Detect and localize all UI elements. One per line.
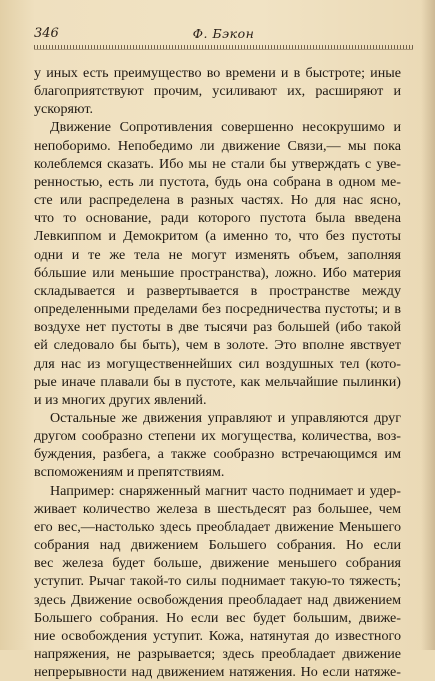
text-line: здесь Движение освобождения преобладает над движением xyxy=(34,591,401,608)
header-rule xyxy=(34,45,413,49)
text-line: вес железа будет больше, движение меньшего собрания xyxy=(34,555,401,572)
text-line: живает количество железа в шестьдесят раз большее, чем xyxy=(34,500,401,517)
text-line: сте или распределена в разных частях. Но для нас ясно, xyxy=(34,192,401,209)
text-line: у иных есть преимущество во времени и в быстроте; иные xyxy=(34,65,401,81)
text-line: Остальные же движения управляют и управляются друг xyxy=(50,409,401,426)
text-line: ускоряют. xyxy=(34,101,93,118)
text-line: что то основание, ради которого пустота была введена xyxy=(34,210,401,227)
page-number: 346 xyxy=(34,26,59,41)
text-line: Большего собрания. Но если вес будет большим, движе- xyxy=(34,609,401,626)
text-line: его вес,—настолько здесь преобладает движение Меньшего xyxy=(34,518,401,535)
text-line: Например: снаряженный магнит часто поднимает и удер- xyxy=(50,482,401,499)
text-line: рые иначе плавали бы в пустоте, как мельчайшие пылинки) xyxy=(34,373,401,390)
text-line: ренностью, есть ли пустота, будь она собрана в одном ме- xyxy=(34,173,401,190)
text-line: вспоможениям и препятствиям. xyxy=(34,464,225,481)
text-line: складывается и развертывается в пространстве между xyxy=(34,282,401,299)
text-line: Движение Сопротивления совершенно несокрушимо и xyxy=(50,119,401,136)
text-line: бóльшие или меньшие пространства), ложно. Ибо материя xyxy=(34,264,401,281)
text-line: ей следовало бы быть), чем в золоте. Это вполне явствует xyxy=(34,337,401,354)
body-text xyxy=(34,64,401,681)
page-edge-shadow xyxy=(421,0,435,650)
text-line: для нас из могущественнейших сил воздушных тел (кото- xyxy=(34,355,401,372)
text-line: одни и те же тела не могут изменять объем, заполняя xyxy=(34,246,401,263)
running-head: Ф. Бэкон xyxy=(192,26,255,41)
text-line: другом сообразно степени их могущества, количества, воз- xyxy=(34,428,401,445)
text-line: буждения, разбега, а также сообразно встречающимся им xyxy=(34,446,401,463)
text-line: Левкиппом и Демокритом (а именно то, что без пустоты xyxy=(34,228,401,245)
text-line: уступит. Рычаг такой-то силы поднимает такую-то тяжесть; xyxy=(34,573,401,590)
text-line: напряжения, не разрывается; здесь преобладает движение xyxy=(34,646,401,662)
text-line: воздухе нет пустоты в две тысячи раз большей (ибо такой xyxy=(34,319,401,336)
text-line: непоборимо. Непобедимо ли движение Связи,— мы пока xyxy=(34,137,401,154)
text-line: благоприятствуют прочим, усиливают их, расширяют и xyxy=(34,83,401,100)
text-line: собрания над движением Большего собрания. Но если xyxy=(34,537,401,554)
text-line: определенными пределами без посредничества пустоты; и в xyxy=(34,301,401,318)
text-line: и из многих других явлений. xyxy=(34,391,207,408)
text-line: непрерывности над движением натяжения. Но если натяже- xyxy=(34,664,401,681)
text-line: ние освобождения уступит. Кожа, натянутая до известного xyxy=(34,627,401,644)
page-header xyxy=(34,26,413,44)
text-line: колеблемся сказать. Ибо мы не стали бы утверждать с уве- xyxy=(34,155,401,172)
